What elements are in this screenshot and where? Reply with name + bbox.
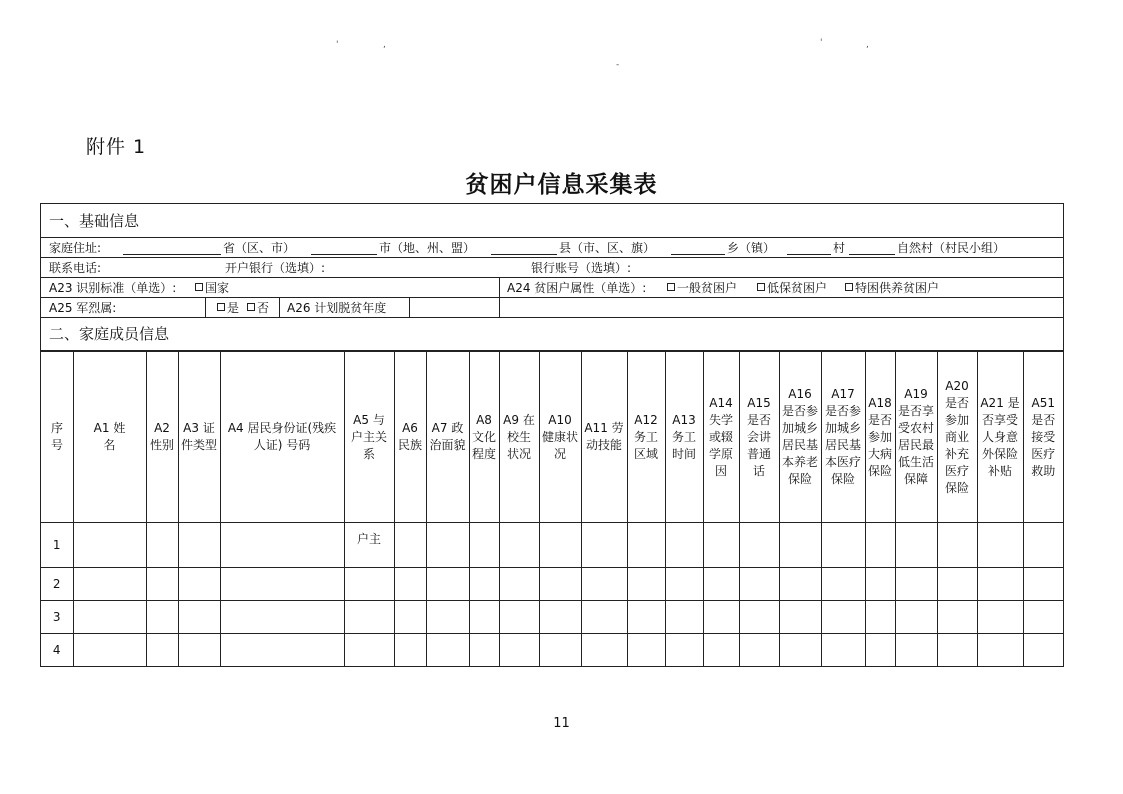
cell[interactable] — [539, 523, 581, 568]
cell[interactable] — [821, 634, 865, 667]
collection-form — [40, 203, 1064, 667]
form-title: 贫困户信息采集表 — [465, 172, 658, 198]
village-field[interactable] — [787, 241, 831, 255]
cell[interactable] — [469, 634, 499, 667]
a24-option-tekun[interactable]: 特困供养贫困户 — [845, 278, 939, 298]
cell[interactable] — [665, 568, 703, 601]
cell[interactable] — [146, 523, 178, 568]
a23-a24-row — [41, 278, 1063, 298]
township-field[interactable] — [671, 241, 725, 255]
cell[interactable] — [581, 601, 627, 634]
scan-speck: ' — [820, 38, 823, 48]
cell[interactable] — [146, 601, 178, 634]
divider — [409, 298, 410, 317]
natural-village-field[interactable] — [849, 241, 895, 255]
relation-cell[interactable] — [344, 601, 394, 634]
cell[interactable] — [937, 601, 977, 634]
divider — [279, 298, 280, 317]
cell[interactable] — [394, 634, 426, 667]
contact-row — [41, 258, 1063, 278]
cell[interactable] — [895, 634, 937, 667]
members-table — [41, 351, 1063, 666]
col-header: A8 文化程度 — [469, 352, 499, 523]
cell[interactable] — [220, 601, 344, 634]
cell[interactable] — [703, 523, 739, 568]
cell[interactable] — [865, 568, 895, 601]
cell[interactable] — [627, 523, 665, 568]
cell[interactable] — [895, 523, 937, 568]
city-label: 市（地、州、盟） — [379, 241, 476, 255]
village-label: 村 — [833, 241, 846, 255]
cell[interactable] — [539, 601, 581, 634]
a26-field[interactable] — [413, 298, 495, 317]
col-header: A13 务工时间 — [665, 352, 703, 523]
province-field[interactable] — [123, 241, 221, 255]
cell[interactable] — [73, 634, 146, 667]
a24-option-general[interactable]: 一般贫困户 — [667, 278, 737, 298]
cell[interactable] — [865, 523, 895, 568]
cell[interactable] — [703, 568, 739, 601]
table-row — [41, 568, 1063, 601]
members-table-wrap — [41, 351, 1063, 666]
divider — [499, 278, 500, 297]
cell[interactable] — [146, 568, 178, 601]
bank-label: 开户银行（选填）: — [225, 261, 326, 275]
col-header: A20 是否参加商业补充医疗保险 — [937, 352, 977, 523]
cell[interactable] — [821, 568, 865, 601]
divider — [499, 298, 500, 317]
cell[interactable] — [703, 634, 739, 667]
checkbox-icon — [757, 283, 765, 291]
cell[interactable] — [73, 568, 146, 601]
cell[interactable] — [178, 523, 220, 568]
cell[interactable] — [739, 634, 779, 667]
cell[interactable] — [220, 634, 344, 667]
section-members-title: 二、家庭成员信息 — [41, 318, 1063, 351]
checkbox-icon — [195, 283, 203, 291]
cell[interactable] — [821, 523, 865, 568]
cell[interactable] — [146, 634, 178, 667]
cell[interactable] — [394, 523, 426, 568]
a25-no[interactable]: 否 — [247, 298, 269, 318]
cell[interactable] — [937, 634, 977, 667]
cell[interactable] — [469, 568, 499, 601]
a25-label: A25 军烈属: — [49, 301, 117, 315]
a23-label: A23 识别标准（单选）: — [49, 281, 177, 295]
cell[interactable] — [739, 601, 779, 634]
cell[interactable] — [499, 634, 539, 667]
row-number: 2 — [41, 568, 73, 601]
col-header: A10 健康状况 — [539, 352, 581, 523]
relation-cell[interactable]: 户主 — [344, 523, 394, 568]
cell[interactable] — [469, 523, 499, 568]
cell[interactable] — [1023, 568, 1063, 601]
col-header: A2 性别 — [146, 352, 178, 523]
col-header: A21 是否享受人身意外保险补贴 — [977, 352, 1023, 523]
cell[interactable] — [539, 634, 581, 667]
a26-label: A26 计划脱贫年度 — [287, 301, 387, 315]
cell[interactable] — [426, 568, 469, 601]
table-row — [41, 634, 1063, 667]
cell[interactable] — [426, 634, 469, 667]
cell[interactable] — [821, 601, 865, 634]
col-header: A12 务工区域 — [627, 352, 665, 523]
cell[interactable] — [426, 601, 469, 634]
cell[interactable] — [977, 601, 1023, 634]
province-label: 省（区、市） — [223, 241, 296, 255]
cell[interactable] — [779, 523, 821, 568]
address-label: 家庭住址: — [49, 241, 102, 255]
scan-speck: , — [866, 40, 869, 50]
cell[interactable] — [937, 568, 977, 601]
attachment-label: 附件 1 — [86, 136, 147, 158]
cell[interactable] — [581, 523, 627, 568]
cell[interactable] — [977, 634, 1023, 667]
col-header: A4 居民身份证(残疾人证) 号码 — [220, 352, 344, 523]
col-header: A14 失学或辍学原因 — [703, 352, 739, 523]
section-basic-title: 一、基础信息 — [41, 204, 1063, 238]
cell[interactable] — [426, 523, 469, 568]
col-header: A6 民族 — [394, 352, 426, 523]
cell[interactable] — [178, 601, 220, 634]
cell[interactable] — [394, 601, 426, 634]
a23-option[interactable]: 国家 — [195, 278, 229, 298]
a25-a26-row — [41, 298, 1063, 318]
cell[interactable] — [220, 568, 344, 601]
cell[interactable] — [178, 568, 220, 601]
col-header: A7 政治面貌 — [426, 352, 469, 523]
col-header: A3 证件类型 — [178, 352, 220, 523]
cell[interactable] — [499, 568, 539, 601]
checkbox-icon — [667, 283, 675, 291]
cell[interactable] — [178, 634, 220, 667]
county-field[interactable] — [491, 241, 557, 255]
cell[interactable] — [865, 634, 895, 667]
cell[interactable] — [394, 568, 426, 601]
relation-cell[interactable] — [344, 568, 394, 601]
scan-speck: - — [616, 60, 620, 70]
a25-yes[interactable]: 是 — [217, 298, 239, 318]
checkbox-icon — [217, 303, 225, 311]
cell[interactable] — [895, 568, 937, 601]
address-row — [41, 238, 1063, 258]
cell[interactable] — [220, 523, 344, 568]
col-header: A15 是否会讲普通话 — [739, 352, 779, 523]
a24-label: A24 贫困户属性（单选）: — [507, 281, 647, 295]
township-label: 乡（镇） — [727, 241, 776, 255]
cell[interactable] — [627, 568, 665, 601]
cell[interactable] — [739, 523, 779, 568]
cell[interactable] — [779, 601, 821, 634]
checkbox-icon — [845, 283, 853, 291]
account-label: 银行账号（选填）: — [531, 261, 632, 275]
cell[interactable] — [665, 601, 703, 634]
cell[interactable] — [977, 568, 1023, 601]
col-header: A18 是否参加大病保险 — [865, 352, 895, 523]
col-header: 序号 — [41, 352, 73, 523]
city-field[interactable] — [311, 241, 377, 255]
cell[interactable] — [1023, 601, 1063, 634]
cell[interactable] — [73, 601, 146, 634]
phone-label: 联系电话: — [49, 261, 102, 275]
col-header: A19 是否享受农村居民最低生活保障 — [895, 352, 937, 523]
cell[interactable] — [1023, 523, 1063, 568]
cell[interactable] — [665, 634, 703, 667]
natural-village-label: 自然村（村民小组） — [897, 241, 1006, 255]
cell[interactable] — [627, 601, 665, 634]
table-row — [41, 601, 1063, 634]
col-header: A51 是否接受医疗救助 — [1023, 352, 1063, 523]
row-number: 4 — [41, 634, 73, 667]
cell[interactable] — [581, 568, 627, 601]
cell[interactable] — [977, 523, 1023, 568]
row-number: 3 — [41, 601, 73, 634]
cell[interactable] — [865, 601, 895, 634]
col-header: A5 与户主关系 — [344, 352, 394, 523]
divider — [205, 298, 206, 317]
county-label: 县（市、区、旗） — [559, 241, 656, 255]
col-header: A17 是否参加城乡居民基本医疗保险 — [821, 352, 865, 523]
cell[interactable] — [627, 634, 665, 667]
page-number: 11 — [553, 716, 570, 731]
relation-cell[interactable] — [344, 634, 394, 667]
scan-speck: , — [383, 40, 386, 50]
cell[interactable] — [469, 601, 499, 634]
cell[interactable] — [665, 523, 703, 568]
cell[interactable] — [779, 634, 821, 667]
cell[interactable] — [739, 568, 779, 601]
col-header: A11 劳动技能 — [581, 352, 627, 523]
cell[interactable] — [703, 601, 739, 634]
cell[interactable] — [895, 601, 937, 634]
header-row — [41, 352, 1063, 523]
a24-option-dibao[interactable]: 低保贫困户 — [757, 278, 827, 298]
col-header: A1 姓名 — [73, 352, 146, 523]
cell[interactable] — [539, 568, 581, 601]
cell[interactable] — [1023, 634, 1063, 667]
cell[interactable] — [937, 523, 977, 568]
table-row — [41, 523, 1063, 568]
col-header: A9 在校生状况 — [499, 352, 539, 523]
cell[interactable] — [779, 568, 821, 601]
cell[interactable] — [73, 523, 146, 568]
cell[interactable] — [499, 523, 539, 568]
cell[interactable] — [581, 634, 627, 667]
row-number: 1 — [41, 523, 73, 568]
cell[interactable] — [499, 601, 539, 634]
checkbox-icon — [247, 303, 255, 311]
col-header: A16 是否参加城乡居民基本养老保险 — [779, 352, 821, 523]
scan-speck: ' — [336, 40, 339, 50]
